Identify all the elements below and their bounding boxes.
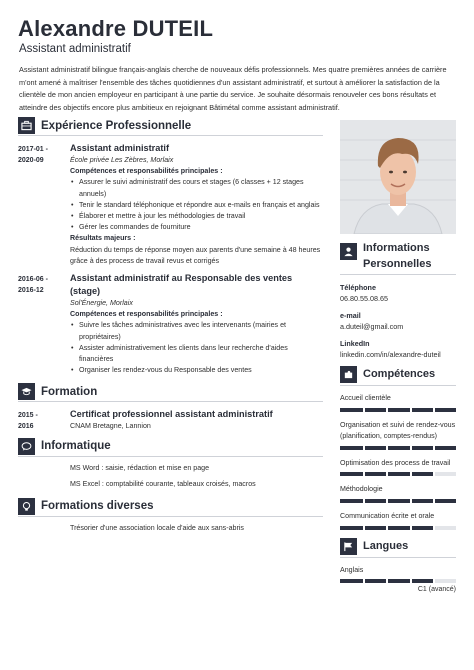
personal-info-header [340, 240, 456, 275]
skill-level-bar [340, 472, 456, 476]
skill-label: Méthodologie [340, 485, 383, 494]
list-item: • Organiser les rendez-vous du Responsable des ventes [70, 365, 323, 376]
bar-segment-divider [386, 408, 388, 412]
results-label: Résultats majeurs : [70, 234, 136, 243]
date-start: 2017-01 - [18, 146, 48, 153]
briefcase-icon [18, 117, 35, 134]
main-column [18, 118, 323, 534]
experience-dates [18, 142, 70, 267]
skill-level-fill [340, 408, 456, 412]
competences-header [340, 366, 456, 386]
list-item: MS Word : saisie, rédaction et mise en page [70, 463, 210, 472]
list-item: • Tenir le standard téléphonique et répondre aux e-mails en français et anglais [70, 200, 323, 211]
skills-list [340, 393, 456, 530]
skill-label: Anglais [340, 565, 364, 574]
list-item: • Gérer les commandes de fourniture [70, 222, 323, 233]
bar-segment-divider [363, 446, 365, 450]
informatique-title: Informatique [41, 440, 111, 453]
formation-dates [18, 408, 70, 432]
skill-label: Optimisation des process de travail [340, 458, 451, 467]
informatique-header [18, 439, 323, 457]
bar-segment-divider [433, 579, 435, 583]
bar-segment-divider [386, 446, 388, 450]
skill-level-fill [340, 499, 456, 503]
languages-list [340, 565, 456, 596]
bar-segment-divider [410, 526, 412, 530]
formations-diverses-title: Formations diverses [41, 500, 154, 513]
skills-label: Compétences et responsabilités principales : [70, 310, 223, 319]
experience-dates [18, 272, 70, 376]
graduation-cap-icon [18, 383, 35, 400]
formation-header [18, 384, 323, 402]
bar-segment-divider [410, 408, 412, 412]
date-end: 2016-12 [18, 287, 44, 295]
skill-label: Organisation et suivi de rendez-vous (planification, comptes-rendus) [340, 420, 456, 441]
langues-title: Langues [363, 539, 409, 552]
phone-value: 06.80.55.08.65 [340, 294, 388, 303]
puzzle-icon [340, 366, 357, 383]
bar-segment-divider [386, 526, 388, 530]
skill-level-bar [340, 446, 456, 450]
skill-label: Communication écrite et orale [340, 511, 435, 520]
school: CNAM Bretagne, Lannion [70, 422, 151, 431]
date-start: 2015 - [18, 412, 38, 420]
bar-segment-divider [363, 579, 365, 583]
list-item: • Assurer le suivi administratif des cours et stages (6 classes + 12 stages annuels) [70, 177, 323, 199]
phone-label: Téléphone [340, 283, 376, 292]
profile-photo [340, 120, 456, 234]
personal-info-title: Informations Personnelles [363, 242, 432, 270]
results-text: Réduction du temps de réponse moyen aux parents d'une semaine à 48 heures grâce à des process de travail revus et corrigés [70, 245, 321, 265]
skill-level-fill [340, 446, 456, 450]
candidate-name: Alexandre DUTEIL [18, 16, 214, 41]
bar-segment-divider [433, 446, 435, 450]
bar-segment-divider [433, 472, 435, 476]
bar-segment-divider [386, 579, 388, 583]
flag-icon [340, 538, 357, 555]
person-icon [340, 243, 357, 260]
skill-level-bar [340, 526, 456, 530]
lightbulb-icon [18, 498, 35, 515]
formations-diverses-header [18, 499, 323, 517]
experience-header [18, 118, 323, 136]
bar-segment-divider [410, 579, 412, 583]
bar-segment-divider [433, 526, 435, 530]
sidebar-column [340, 120, 456, 595]
bar-segment-divider [410, 499, 412, 503]
experience-entry [18, 142, 323, 267]
list-item: • Suivre les tâches administratives avec les intervenants (mairies et propriétaires) [70, 320, 323, 342]
bar-segment-divider [410, 472, 412, 476]
bar-segment-divider [363, 472, 365, 476]
linkedin-value[interactable]: linkedin.com/in/alexandre-duteil [340, 350, 441, 359]
date-start: 2016-06 - [18, 276, 48, 284]
formation-entry [18, 408, 323, 432]
formation-title: Formation [41, 385, 98, 398]
experience-title-line: Assistant administratif au Responsable des ventes (stage) [70, 273, 293, 297]
bar-segment-divider [386, 472, 388, 476]
list-item: • Assister administrativement les clients dans leur recherche d'aides financières [70, 343, 323, 365]
employer: École privée Les Zèbres, Morlaix [70, 156, 174, 164]
employer: Sol'Énergie, Morlaix [70, 299, 133, 308]
email-value[interactable]: a.duteil@gmail.com [340, 322, 404, 331]
email-label: e-mail [340, 311, 361, 320]
skill-level-bar [340, 408, 456, 412]
date-end: 2020-09 [18, 157, 44, 164]
linkedin-label: LinkedIn [340, 339, 370, 348]
bar-segment-divider [363, 526, 365, 530]
skills-label: Compétences et responsabilités principales : [70, 167, 223, 176]
experience-title-line: Assistant administratif [70, 143, 170, 153]
job-title: Assistant administratif [19, 43, 131, 55]
experience-entry [18, 272, 323, 376]
skill-label: Accueil clientèle [340, 394, 391, 402]
bar-segment-divider [363, 408, 365, 412]
language-level: C1 (avancé) [417, 586, 456, 594]
skill-level-bar [340, 499, 456, 503]
list-item: • Élaborer et mettre à jour les méthodologies de travail [70, 211, 323, 222]
bar-segment-divider [386, 499, 388, 503]
bar-segment-divider [363, 499, 365, 503]
degree: Certificat professionnel assistant administratif [70, 409, 273, 420]
bar-segment-divider [410, 446, 412, 450]
competences-title: Compétences [363, 368, 436, 380]
profile-summary: Assistant administratif bilingue français-anglais cherche de nouveaux défis professionnels. Mes quatre premières années de carrière m'ont amené à maîtriser l'ensemble des tâches quotidiennes d'un assistant administratif, et surtout à améliorer la satisfaction de la clientèle de mon ancien employeur en participant à une partie du service. Je souhaite désormais renouveler ces bons résultats et atteindre des objectifs encore plus ambitieux en rejoignant Bâtimétal comme assistant administratif. [19, 65, 447, 112]
bar-segment-divider [433, 499, 435, 503]
experience-title: Expérience Professionnelle [41, 119, 192, 132]
langues-header [340, 538, 456, 558]
speech-bubble-icon [18, 438, 35, 455]
list-item: MS Excel : comptabilité courante, tableaux croisés, macros [70, 480, 256, 489]
list-item: Trésorier d'une association locale d'aide aux sans-abris [70, 523, 244, 532]
skill-level-bar [340, 579, 456, 583]
date-end: 2016 [18, 423, 34, 431]
bar-segment-divider [433, 408, 435, 412]
